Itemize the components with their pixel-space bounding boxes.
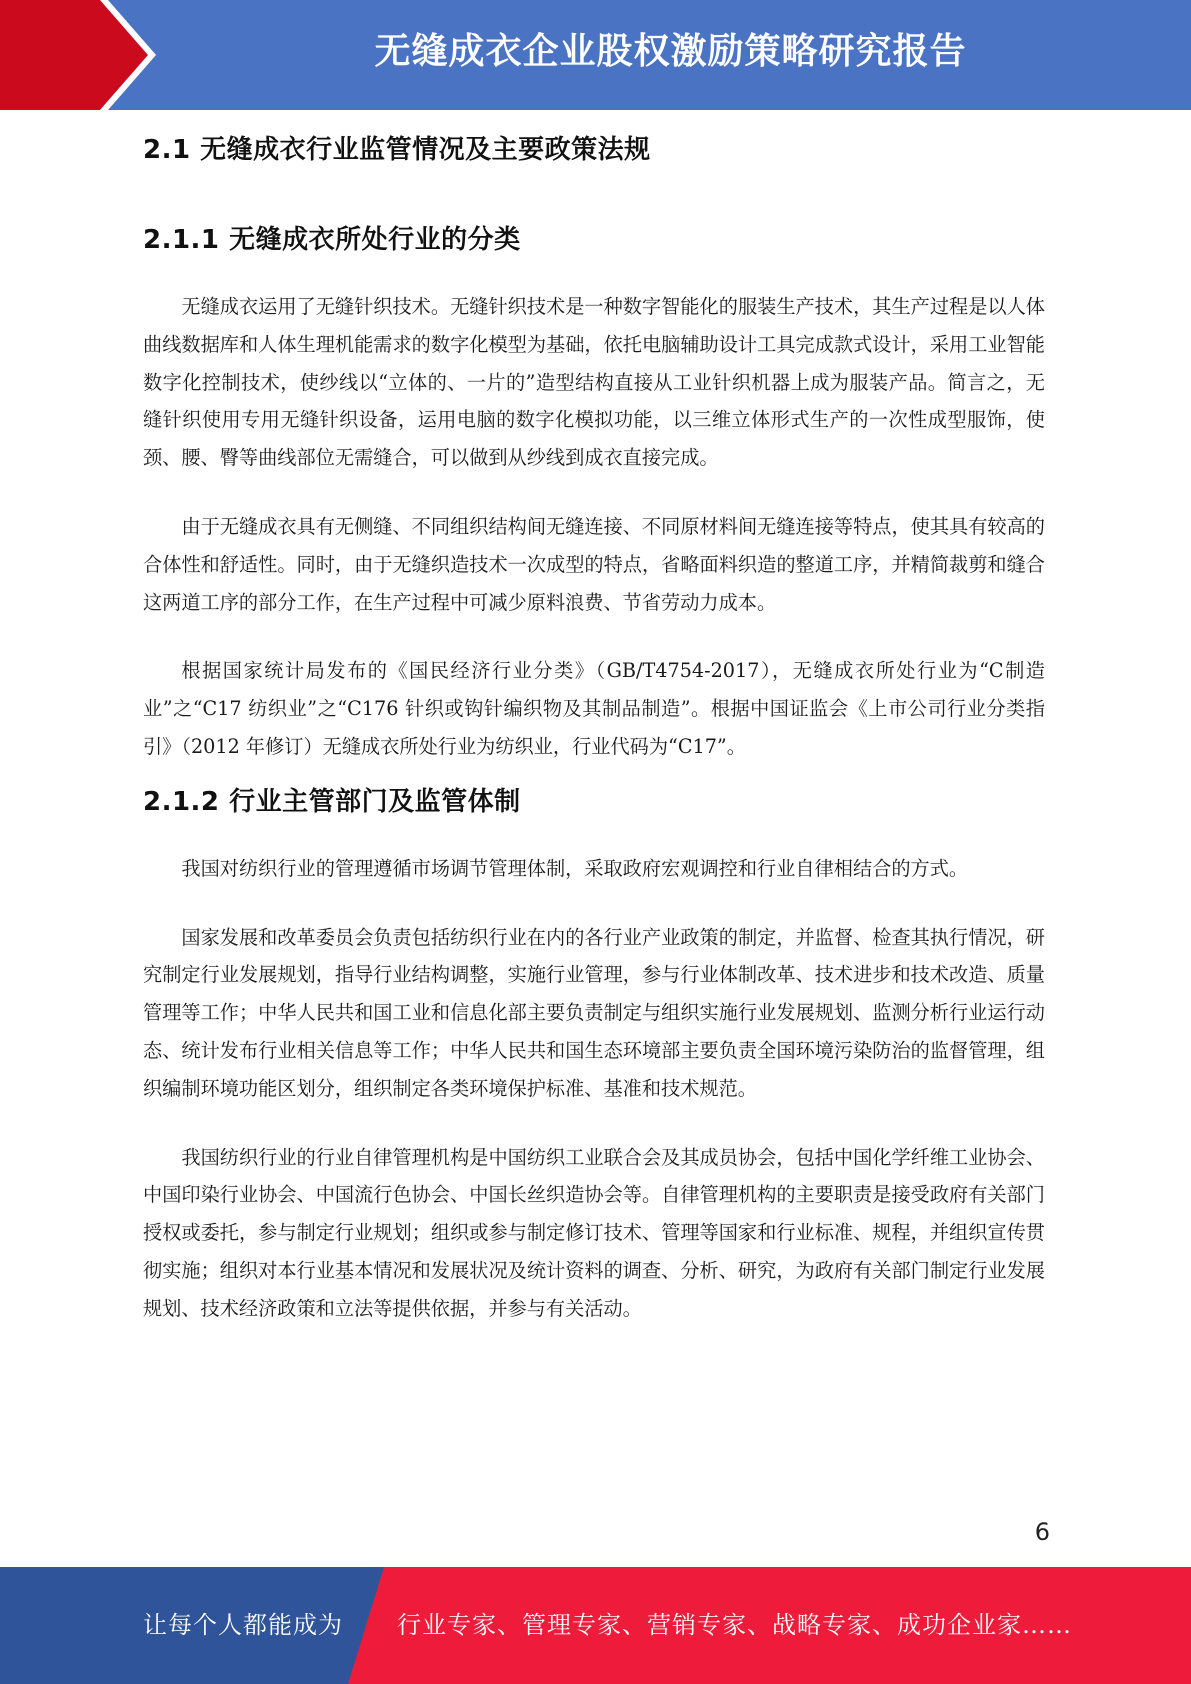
footer-slogan-right: 行业专家、管理专家、营销专家、战略专家、成功企业家…… [397, 1611, 1072, 1639]
paragraph: 由于无缝成衣具有无侧缝、不同组织结构间无缝连接、不同原材料间无缝连接等特点，使其具有较高的合体性和舒适性。同时，由于无缝织造技术一次成型的特点，省略面料织造的整道工序，并精简裁剪和缝合这两道工序的部分工作，在生产过程中可减少原料浪费、节省劳动力成本。 [143, 514, 1045, 614]
footer-slogan-left: 让每个人都能成为 [143, 1611, 343, 1639]
paragraph: 国家发展和改革委员会负责包括纺织行业在内的各行业产业政策的制定，并监督、检查其执行情况，研究制定行业发展规划，指导行业结构调整，实施行业管理，参与行业体制改革、技术进步和技术改造、质量管理等工作；中华人民共和国工业和信息化部主要负责制定与组织实施行业发展规划、监测分析行业运行动态、统计发布行业相关信息等工作；中华人民共和国生态环境部主要负责全国环境污染防治的监督管理，组织编制环境功能区划分，组织制定各类环境保护标准、基准和技术规范。 [143, 925, 1045, 1100]
paragraph: 根据国家统计局发布的《国民经济行业分类》（GB/T4754-2017），无缝成衣所处行业为“C制造业”之“C17 纺织业”之“C176 针织或钩针编织物及其制品制造”。根据中国证监会《上市公司行业分类指引》（2012 年修订）无缝成衣所处行业为纺织业，行业代码为“C17”。 [143, 659, 1045, 758]
paragraph: 我国纺织行业的行业自律管理机构是中国纺织工业联合会及其成员协会，包括中国化学纤维工业协会、中国印染行业协会、中国流行色协会、中国长丝织造协会等。自律管理机构的主要职责是接受政府有关部门授权或委托，参与制定行业规划；组织或参与制定修订技术、管理等国家和行业标准、规程，并组织宣传贯彻实施；组织对本行业基本情况和发展状况及统计资料的调查、分析、研究，为政府有关部门制定行业发展规划、技术经济政策和立法等提供依据，并参与有关活动。 [143, 1145, 1045, 1320]
section-heading: 2.1 无缝成衣行业监管情况及主要政策法规 [143, 135, 651, 165]
subsection-heading: 2.1.1 无缝成衣所处行业的分类 [143, 225, 521, 255]
paragraph: 无缝成衣运用了无缝针织技术。无缝针织技术是一种数字智能化的服装生产技术，其生产过程是以人体曲线数据库和人体生理机能需求的数字化模型为基础，依托电脑辅助设计工具完成款式设计，采用工业智能数字化控制技术，使纱线以“立体的、一片的”造型结构直接从工业针织机器上成为服装产品。简言之，无缝针织使用专用无缝针织设备，运用电脑的数字化模拟功能，以三维立体形式生产的一次性成型服饰，使颈、腰、臀等曲线部位无需缝合，可以做到从纱线到成衣直接完成。 [143, 295, 1045, 470]
page-number: 6 [1034, 1518, 1050, 1546]
paragraph: 我国对纺织行业的管理遵循市场调节管理体制，采取政府宏观调控和行业自律相结合的方式。 [181, 856, 969, 880]
header-arrow-decoration [0, 0, 160, 110]
report-title: 无缝成衣企业股权激励策略研究报告 [374, 31, 967, 72]
footer-band [0, 1567, 1191, 1684]
page-content [143, 128, 1045, 1328]
header-band [0, 0, 1191, 110]
subsection-heading: 2.1.2 行业主管部门及监管体制 [143, 786, 521, 817]
